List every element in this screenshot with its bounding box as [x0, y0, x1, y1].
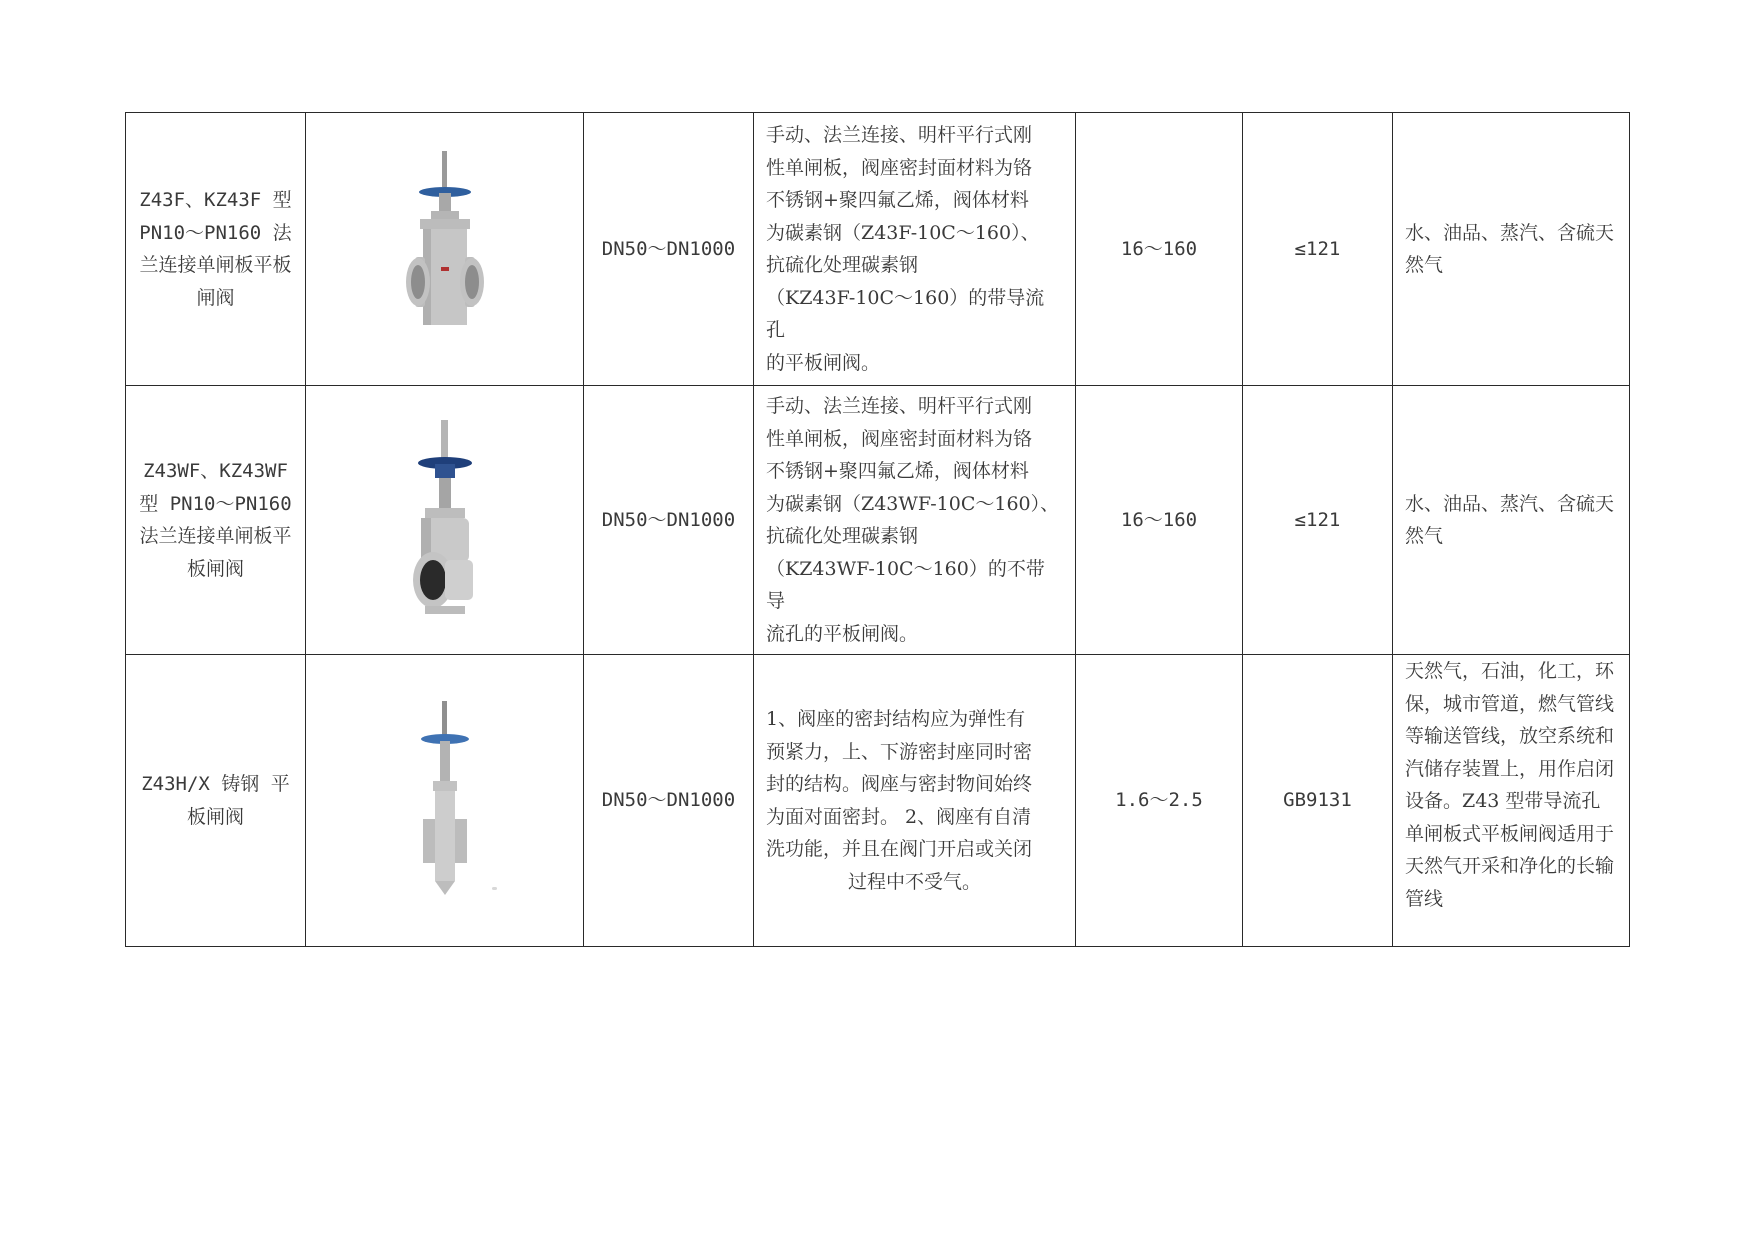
table-row	[126, 655, 1630, 947]
description-cell	[754, 386, 1076, 655]
description-line: 1、阀座的密封结构应为弹性有	[766, 708, 1026, 730]
description-line: 手动、法兰连接、明杆平行式刚	[766, 124, 1033, 146]
description-cell	[754, 113, 1076, 386]
temperature-cell: GB9131	[1243, 655, 1393, 947]
temperature-cell: ≤121	[1243, 113, 1393, 386]
description-line: 为面对面密封。 2、阀座有自清	[766, 805, 1032, 828]
pressure-cell: 16～160	[1076, 386, 1243, 655]
gate-valve-photo-icon	[385, 149, 505, 349]
model-name-cell: Z43F、KZ43F 型 PN10～PN160 法兰连接单闸板平板闸阀	[126, 113, 306, 386]
size-range-cell: DN50～DN1000	[584, 386, 754, 655]
description-line: 手动、法兰连接、明杆平行式刚	[766, 395, 1033, 417]
description-line: 性单闸板，阀座密封面材料为铬	[766, 427, 1033, 450]
description-line: 预紧力，上、下游密封座同时密	[766, 740, 1033, 763]
valve-spec-table	[125, 112, 1630, 947]
medium-cell: 水、油品、蒸汽、含硫天然气	[1393, 386, 1630, 655]
description-line: 抗硫化处理碳素钢	[766, 525, 919, 547]
gate-valve-photo-icon	[385, 420, 505, 620]
description-line: （KZ43F-10C～160）的带导流孔	[766, 286, 1045, 341]
temperature-cell: ≤121	[1243, 386, 1393, 655]
description-line: 不锈钢+聚四氟乙烯，阀体材料	[766, 189, 1029, 211]
valve-image-cell	[306, 655, 584, 947]
description-line: 不锈钢+聚四氟乙烯，阀体材料	[766, 460, 1029, 482]
medium-cell: 天然气，石油，化工，环保，城市管道，燃气管线等输送管线，放空系统和汽储存装置上，用作启闭设备。Z43 型带导流孔单闸板式平板闸阀适用于天然气开采和净化的长输管线	[1393, 655, 1630, 947]
model-name-cell: Z43WF、KZ43WF 型 PN10～PN160 法兰连接单闸板平板闸阀	[126, 386, 306, 655]
description-line: 为碳素钢（Z43WF-10C～160）、	[766, 492, 1060, 515]
valve-image-cell	[306, 386, 584, 655]
pressure-cell: 16～160	[1076, 113, 1243, 386]
description-line: 为碳素钢（Z43F-10C～160）、	[766, 221, 1040, 244]
pressure-cell: 1.6～2.5	[1076, 655, 1243, 947]
description-cell	[754, 655, 1076, 947]
medium-cell: 水、油品、蒸汽、含硫天然气	[1393, 113, 1630, 386]
description-line: 性单闸板，阀座密封面材料为铬	[766, 156, 1033, 179]
valve-image-cell	[306, 113, 584, 386]
table-row	[126, 386, 1630, 655]
description-line: 流孔的平板闸阀。	[766, 622, 919, 645]
description-line: （KZ43WF-10C～160）的不带导	[766, 557, 1045, 612]
table-row	[126, 113, 1630, 386]
description-line: 过程中不受气。	[847, 870, 981, 893]
size-range-cell: DN50～DN1000	[584, 655, 754, 947]
description-line: 封的结构。阀座与密封物间始终	[766, 773, 1033, 795]
gate-valve-photo-icon	[385, 701, 505, 901]
model-name-cell: Z43H/X 铸钢 平板闸阀	[126, 655, 306, 947]
size-range-cell: DN50～DN1000	[584, 113, 754, 386]
description-line: 的平板闸阀。	[766, 351, 881, 374]
description-line: 抗硫化处理碳素钢	[766, 254, 919, 276]
description-line: 洗功能，并且在阀门开启或关闭	[766, 838, 1033, 860]
scan-speck	[492, 887, 497, 890]
